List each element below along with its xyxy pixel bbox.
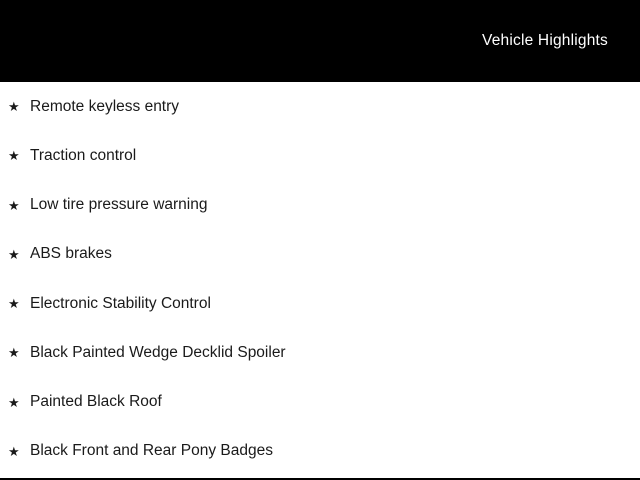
list-item: [0, 279, 640, 328]
feature-label: Remote keyless entry: [30, 97, 180, 115]
list-item: [0, 427, 640, 476]
list-item: [0, 82, 640, 131]
star-icon: ★: [8, 148, 20, 164]
feature-label: Electronic Stability Control: [30, 294, 211, 312]
list-item: [0, 131, 640, 180]
section-title: Vehicle Highlights: [482, 32, 608, 49]
feature-list: [0, 82, 640, 476]
list-item: [0, 230, 640, 279]
list-item: [0, 378, 640, 427]
list-item: [0, 181, 640, 230]
feature-label: Traction control: [30, 146, 137, 164]
star-icon: ★: [8, 394, 20, 410]
star-icon: ★: [8, 345, 20, 361]
section-header: [0, 0, 640, 82]
star-icon: ★: [8, 296, 20, 312]
feature-label: Painted Black Roof: [30, 393, 162, 411]
feature-label: Low tire pressure warning: [30, 196, 208, 214]
list-item: [0, 328, 640, 377]
star-icon: ★: [8, 99, 20, 115]
star-icon: ★: [8, 197, 20, 213]
star-icon: ★: [8, 443, 20, 459]
feature-label: ABS brakes: [30, 245, 112, 263]
feature-label: Black Painted Wedge Decklid Spoiler: [30, 343, 286, 361]
star-icon: ★: [8, 246, 20, 262]
feature-label: Black Front and Rear Pony Badges: [30, 442, 273, 460]
